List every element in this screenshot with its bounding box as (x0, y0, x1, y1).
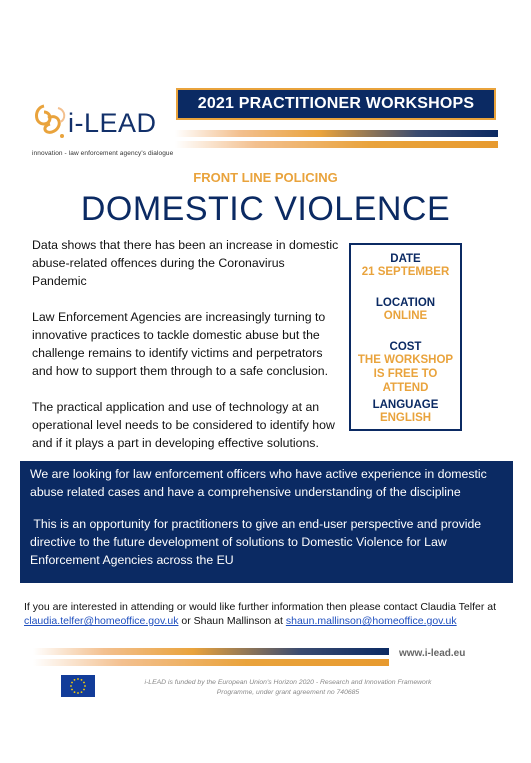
event-details-box (349, 243, 462, 431)
intro-paragraph: The practical application and use of technology at an operational level needs to be considered to identify how and if it plays a part in developing effective solutions. (32, 400, 335, 450)
cost-value: THE WORKSHOP IS FREE TO ATTEND (357, 354, 454, 394)
location-value: ONLINE (383, 310, 428, 322)
website-link[interactable]: www.i-lead.eu (399, 648, 466, 659)
event-subtitle: FRONT LINE POLICING (193, 170, 338, 185)
funding-line: i-LEAD is funded by the European Union's Horizon 2020 - Research and Innovation Framework (144, 679, 432, 686)
location-detail (351, 297, 460, 323)
contact-text-middle: or Shaun Mallinson at (178, 615, 286, 627)
language-detail (351, 399, 460, 425)
workshop-banner: 2021 PRACTITIONER WORKSHOPS (176, 88, 496, 120)
cost-label: COST (389, 341, 422, 353)
cta-paragraph: We are looking for law enforcement officers who have active experience in domestic abuse related cases and have a comprehensive understanding of the discipline (30, 467, 487, 499)
intro-paragraph: Law Enforcement Agencies are increasingly turning to innovative practices to tackle domestic abuse but the challenge remains to identify victims and perpetrators and how to support them through to a safe conclusion. (32, 310, 328, 378)
date-value: 21 SEPTEMBER (361, 266, 450, 278)
call-to-action-panel (20, 461, 513, 583)
date-detail (351, 253, 460, 279)
contact-email-shaun-link[interactable]: shaun.mallinson@homeoffice.gov.uk (285, 615, 457, 627)
footer-gradient-bar-2 (33, 659, 389, 666)
eu-flag-icon (61, 675, 95, 697)
intro-paragraph: Data shows that there has been an increase in domestic abuse-related offences during the Coronavirus Pandemic (32, 238, 339, 288)
cta-paragraph: This is an opportunity for practitioners to give an end-user perspective and provide directive to the future development of solutions to Domestic Violence for Law Enforcement Agencies across the EU (30, 517, 485, 567)
language-value: ENGLISH (379, 412, 432, 424)
logo-wordmark: i-LEAD (68, 108, 157, 138)
footer-gradient-bar-1 (33, 648, 389, 655)
event-title: DOMESTIC VIOLENCE (80, 190, 451, 228)
intro-text (32, 236, 342, 470)
funding-line: Programme, under grant agreement no 740685 (216, 689, 360, 696)
i-lead-swirl-icon (30, 98, 70, 146)
contact-info (24, 600, 504, 628)
logo-tagline: innovation - law enforcement agency's dialogue (32, 150, 174, 157)
cost-detail (351, 341, 460, 395)
i-lead-logo (30, 98, 180, 168)
date-label: DATE (390, 253, 421, 265)
funding-statement (110, 678, 466, 698)
contact-email-claudia-link[interactable]: claudia.telfer@homeoffice.gov.uk (24, 615, 179, 627)
header-gradient-bar-1 (175, 130, 498, 137)
language-label: LANGUAGE (372, 399, 439, 411)
contact-text: If you are interested in attending or would like further information then please contact Claudia Telfer at (24, 601, 496, 613)
header-gradient-bar-2 (175, 141, 498, 148)
location-label: LOCATION (375, 297, 436, 309)
